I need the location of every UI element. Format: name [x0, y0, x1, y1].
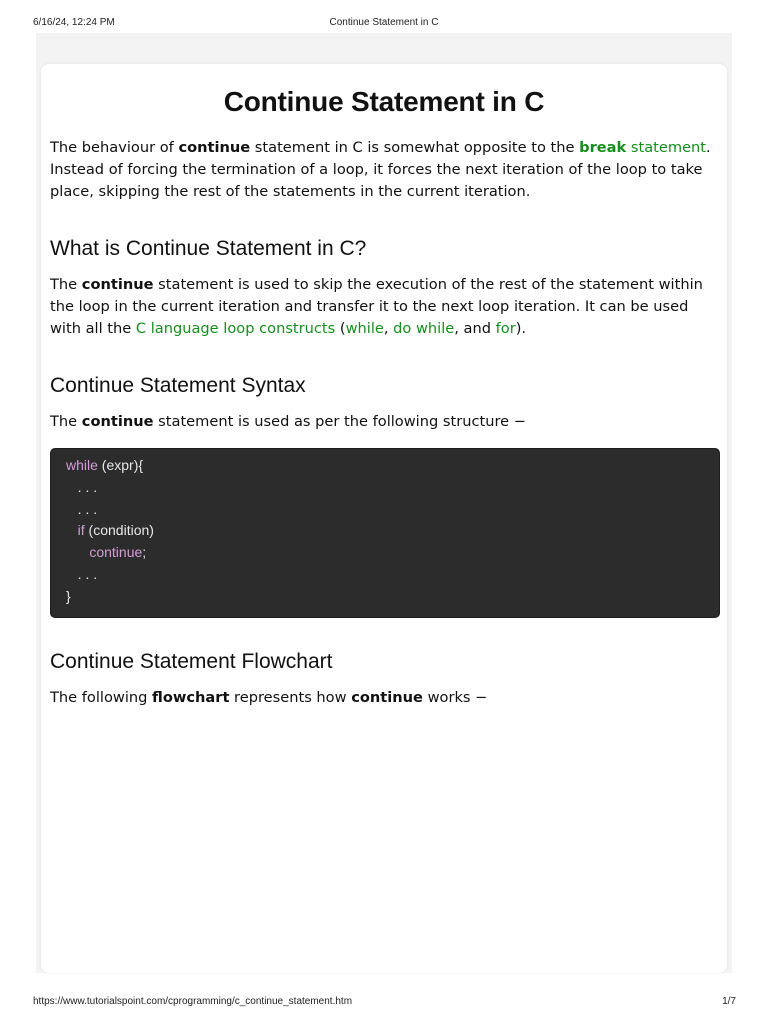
for-link[interactable]: for: [495, 320, 516, 337]
para-text: The: [50, 276, 82, 293]
heading-what-is-continue: What is Continue Statement in C?: [50, 237, 367, 260]
what-is-paragraph: [50, 274, 720, 340]
intro-paragraph: [50, 137, 720, 203]
heading-syntax: Continue Statement Syntax: [50, 374, 306, 397]
code-block[interactable]: [50, 448, 720, 618]
article-card: [41, 64, 727, 973]
keyword-flowchart: flowchart: [152, 689, 230, 706]
intro-text: The behaviour of: [50, 139, 179, 156]
code-line: . . .: [66, 478, 98, 495]
code-line: (expr){: [97, 457, 144, 473]
para-text: , and: [454, 320, 496, 337]
para-text: statement is used to skip the execution of the rest of the statement within the loop in the current iteration and transfer it to the next loop iteration. It can be used with all the: [50, 276, 703, 337]
keyword-continue: continue: [81, 413, 154, 430]
do-while-link[interactable]: do while: [393, 320, 455, 337]
code-line: . . .: [66, 500, 98, 517]
code-line: (condition): [84, 522, 154, 539]
para-text: works −: [422, 689, 488, 706]
code-text: [66, 455, 154, 608]
code-keyword-if: if: [77, 522, 85, 539]
keyword-continue: continue: [178, 139, 251, 156]
break-link-bold: break: [579, 139, 627, 156]
para-text: The following: [50, 689, 153, 706]
print-url: https://www.tutorialspoint.com/cprogramming/c_continue_statement.htm: [33, 996, 353, 1007]
break-statement-link[interactable]: [579, 139, 706, 156]
break-link-rest: statement: [626, 139, 707, 156]
para-text: The: [50, 413, 82, 430]
code-line: . . .: [66, 565, 98, 582]
para-text: ).: [515, 320, 527, 337]
keyword-continue: continue: [81, 276, 154, 293]
para-text: statement is used as per the following structure −: [153, 413, 526, 430]
print-footer: [0, 990, 768, 1010]
para-text: represents how: [229, 689, 352, 706]
print-page-title: Continue Statement in C: [329, 17, 439, 28]
article-title: Continue Statement in C: [223, 86, 545, 117]
code-line: ;: [142, 544, 147, 561]
page-background: [36, 33, 732, 973]
print-page-number: 1/7: [722, 996, 736, 1007]
while-link[interactable]: while: [345, 320, 384, 337]
code-keyword-continue: continue: [89, 544, 143, 561]
keyword-continue: continue: [351, 689, 423, 706]
para-text: (: [335, 320, 346, 337]
print-header: [0, 0, 768, 34]
loop-constructs-link[interactable]: C language loop constructs: [135, 320, 336, 337]
code-line: }: [66, 587, 71, 604]
syntax-paragraph: [50, 411, 526, 433]
code-indent: [66, 544, 89, 560]
heading-flowchart: Continue Statement Flowchart: [50, 650, 333, 673]
code-keyword-while: while: [66, 457, 98, 473]
intro-text: . Instead of forcing the termination of a loop, it forces the next iteration of the loop to take place, skipping the rest of the statements in the current iteration.: [50, 139, 711, 200]
code-indent: [66, 522, 78, 538]
flowchart-paragraph: [50, 687, 487, 709]
intro-text: statement in C is somewhat opposite to the: [250, 139, 580, 156]
print-datetime: 6/16/24, 12:24 PM: [33, 17, 115, 28]
para-text: ,: [383, 320, 394, 337]
